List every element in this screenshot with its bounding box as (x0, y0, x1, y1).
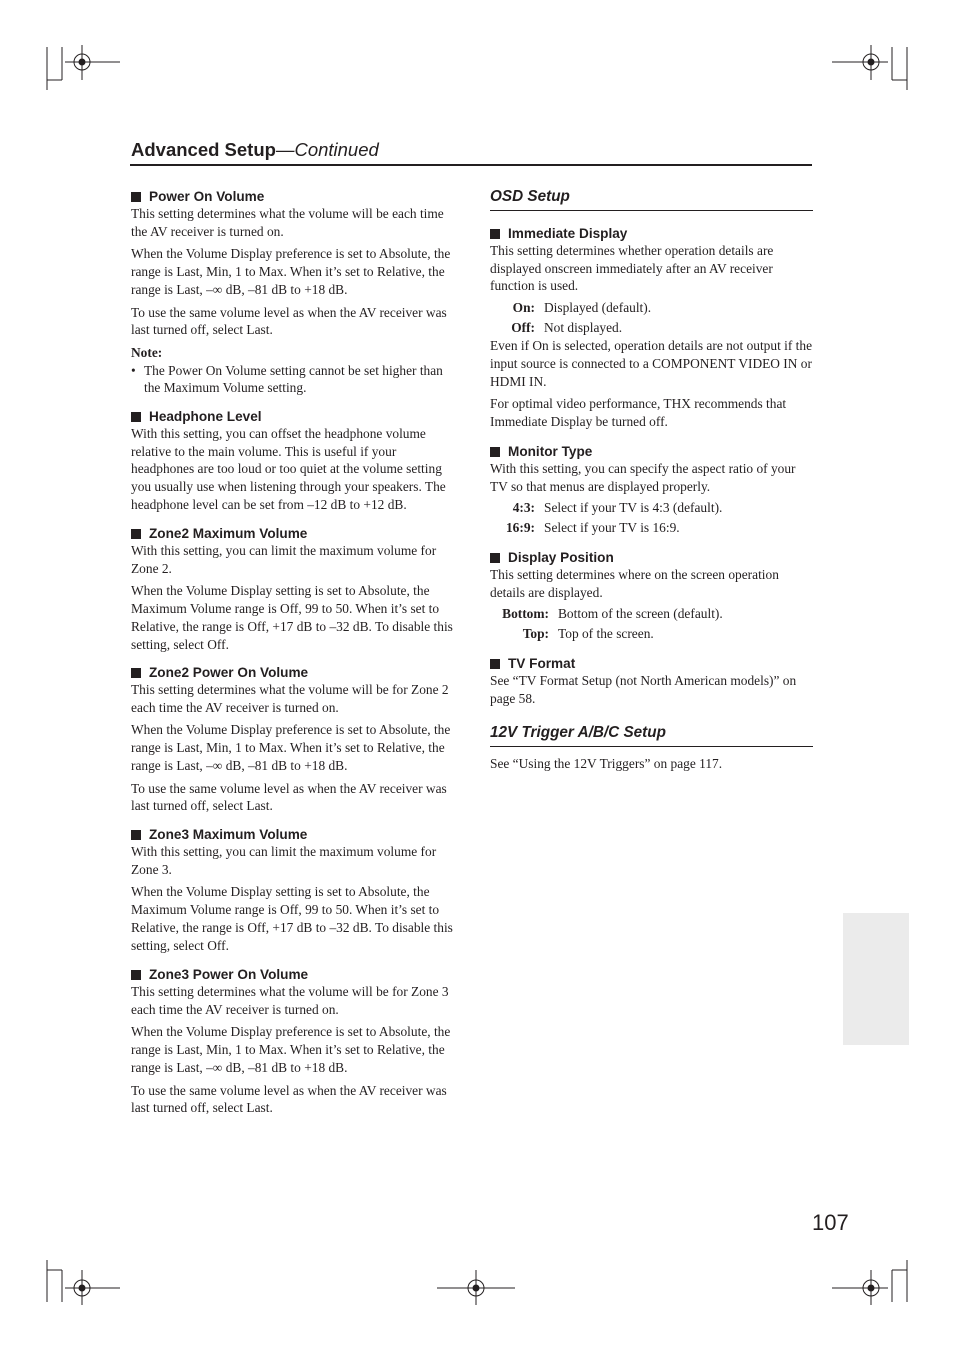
option-desc: Top of the screen. (558, 625, 654, 641)
header-rule (130, 164, 812, 166)
option-desc: Bottom of the screen (default). (558, 606, 723, 622)
page-number: 107 (812, 1210, 849, 1235)
paragraph: For optimal video performance, THX recommends that Immediate Display be turned off. (490, 396, 787, 429)
paragraph: With this setting, you can limit the maximum volume for Zone 2. (131, 543, 437, 576)
heading-display-position: Display Position (490, 549, 813, 566)
paragraph: This setting determines what the volume will be each time the AV receiver is turned on. (131, 206, 444, 239)
heading-headphone-level: Headphone Level (131, 408, 453, 425)
section-zone2-power-on-volume (131, 664, 453, 815)
heading-immediate-display: Immediate Display (490, 225, 813, 242)
option-term: Bottom: (502, 606, 549, 622)
square-bullet-icon (131, 970, 141, 980)
paragraph: To use the same volume level as when the AV receiver was last turned off, select Last. (131, 780, 447, 814)
paragraph: With this setting, you can limit the maximum volume for Zone 3. (131, 844, 437, 877)
section-tab (843, 913, 909, 1045)
section-power-on-volume (131, 188, 453, 397)
paragraph: To use the same volume level as when the AV receiver was last turned off, select Last. (131, 304, 447, 338)
square-bullet-icon (131, 529, 141, 539)
heading-tv-format: TV Format (490, 655, 813, 672)
heading-zone3-max-volume: Zone3 Maximum Volume (131, 826, 453, 843)
note-item: • The Power On Volume setting cannot be set higher than the Maximum Volume setting. (131, 362, 453, 397)
heading-osd-setup: OSD Setup (490, 188, 813, 211)
paragraph: With this setting, you can offset the headphone volume relative to the main volume. This is useful if your headphones are too loud or too quiet at the volume setting you usually use when listening through your speakers. The headphone level can be set from –12 dB to +12 dB. (131, 426, 446, 512)
options-list (490, 298, 813, 337)
paragraph: With this setting, you can specify the aspect ratio of your TV so that menus are displayed properly. (490, 461, 796, 494)
section-display-position (490, 549, 813, 643)
paragraph: Even if On is selected, operation details are not output if the input source is connected to a COMPONENT VIDEO IN or HDMI IN. (490, 338, 813, 389)
option-desc: Select if your TV is 4:3 (default). (544, 500, 723, 516)
paragraph: To use the same volume level as when the AV receiver was last turned off, select Last. (131, 1082, 447, 1116)
options-list (490, 604, 813, 643)
square-bullet-icon (490, 229, 500, 239)
option-term: On: (512, 300, 535, 316)
heading-zone2-max-volume: Zone2 Maximum Volume (131, 525, 453, 542)
paragraph: This setting determines whether operation details are displayed onscreen immediately after an AV receiver function is used. (490, 243, 774, 294)
section-zone3-power-on-volume (131, 966, 453, 1117)
paragraph: When the Volume Display preference is set to Absolute, the range is Last, Min, 1 to Max. When it’s set to Relative, the range is Last, –∞ dB, –81 dB to +18 dB. (131, 722, 451, 773)
header-continued: —Continued (275, 139, 379, 160)
square-bullet-icon (490, 447, 500, 457)
section-immediate-display (490, 225, 813, 431)
section-osd-setup-heading (490, 188, 813, 211)
option-desc: Select if your TV is 16:9. (544, 519, 680, 535)
square-bullet-icon (131, 830, 141, 840)
option-term: Top: (522, 625, 549, 641)
paragraph: When the Volume Display setting is set to Absolute, the Maximum Volume range is Off, 99 to 50. When it’s set to Relative, the range is Off, +17 dB to –32 dB. To disable this setting, select Off. (131, 884, 453, 953)
paragraph: When the Volume Display preference is set to Absolute, the range is Last, Min, 1 to Max. When it’s set to Relative, the range is Last, –∞ dB, –81 dB to +18 dB. (131, 1024, 451, 1075)
options-list (490, 498, 813, 537)
section-zone3-max-volume (131, 826, 453, 954)
page-header (131, 139, 379, 161)
paragraph: This setting determines what the volume will be for Zone 3 each time the AV receiver is turned on. (131, 984, 449, 1017)
heading-trigger-setup: 12V Trigger A/B/C Setup (490, 724, 813, 747)
section-monitor-type (490, 443, 813, 537)
square-bullet-icon (131, 412, 141, 422)
heading-power-on-volume: Power On Volume (131, 188, 453, 205)
paragraph: When the Volume Display setting is set to Absolute, the Maximum Volume range is Off, 99 to 50. When it’s set to Relative, the range is Off, +17 dB to –32 dB. To disable this setting, select Off. (131, 583, 453, 652)
header-title: Advanced Setup (131, 139, 276, 160)
section-tv-format (490, 655, 813, 707)
option-term: 16:9: (505, 519, 535, 535)
paragraph: This setting determines what the volume will be for Zone 2 each time the AV receiver is turned on. (131, 682, 449, 715)
option-desc: Displayed (default). (544, 300, 652, 316)
square-bullet-icon (490, 553, 500, 563)
paragraph: When the Volume Display preference is set to Absolute, the range is Last, Min, 1 to Max. When it’s set to Relative, the range is Last, –∞ dB, –81 dB to +18 dB. (131, 246, 451, 297)
square-bullet-icon (131, 668, 141, 678)
section-trigger-setup (490, 724, 813, 773)
section-headphone-level (131, 408, 453, 514)
heading-zone2-power-on-volume: Zone2 Power On Volume (131, 664, 453, 681)
square-bullet-icon (490, 659, 500, 669)
paragraph: This setting determines where on the screen operation details are displayed. (490, 567, 779, 600)
section-zone2-max-volume (131, 525, 453, 653)
square-bullet-icon (131, 192, 141, 202)
option-term: Off: (511, 319, 535, 335)
paragraph: See “TV Format Setup (not North American models)” on page 58. (490, 673, 797, 706)
note-label: Note: (131, 344, 163, 360)
option-term: 4:3: (512, 500, 535, 516)
heading-monitor-type: Monitor Type (490, 443, 813, 460)
heading-zone3-power-on-volume: Zone3 Power On Volume (131, 966, 453, 983)
option-desc: Not displayed. (544, 319, 623, 335)
paragraph: See “Using the 12V Triggers” on page 117. (490, 756, 723, 771)
